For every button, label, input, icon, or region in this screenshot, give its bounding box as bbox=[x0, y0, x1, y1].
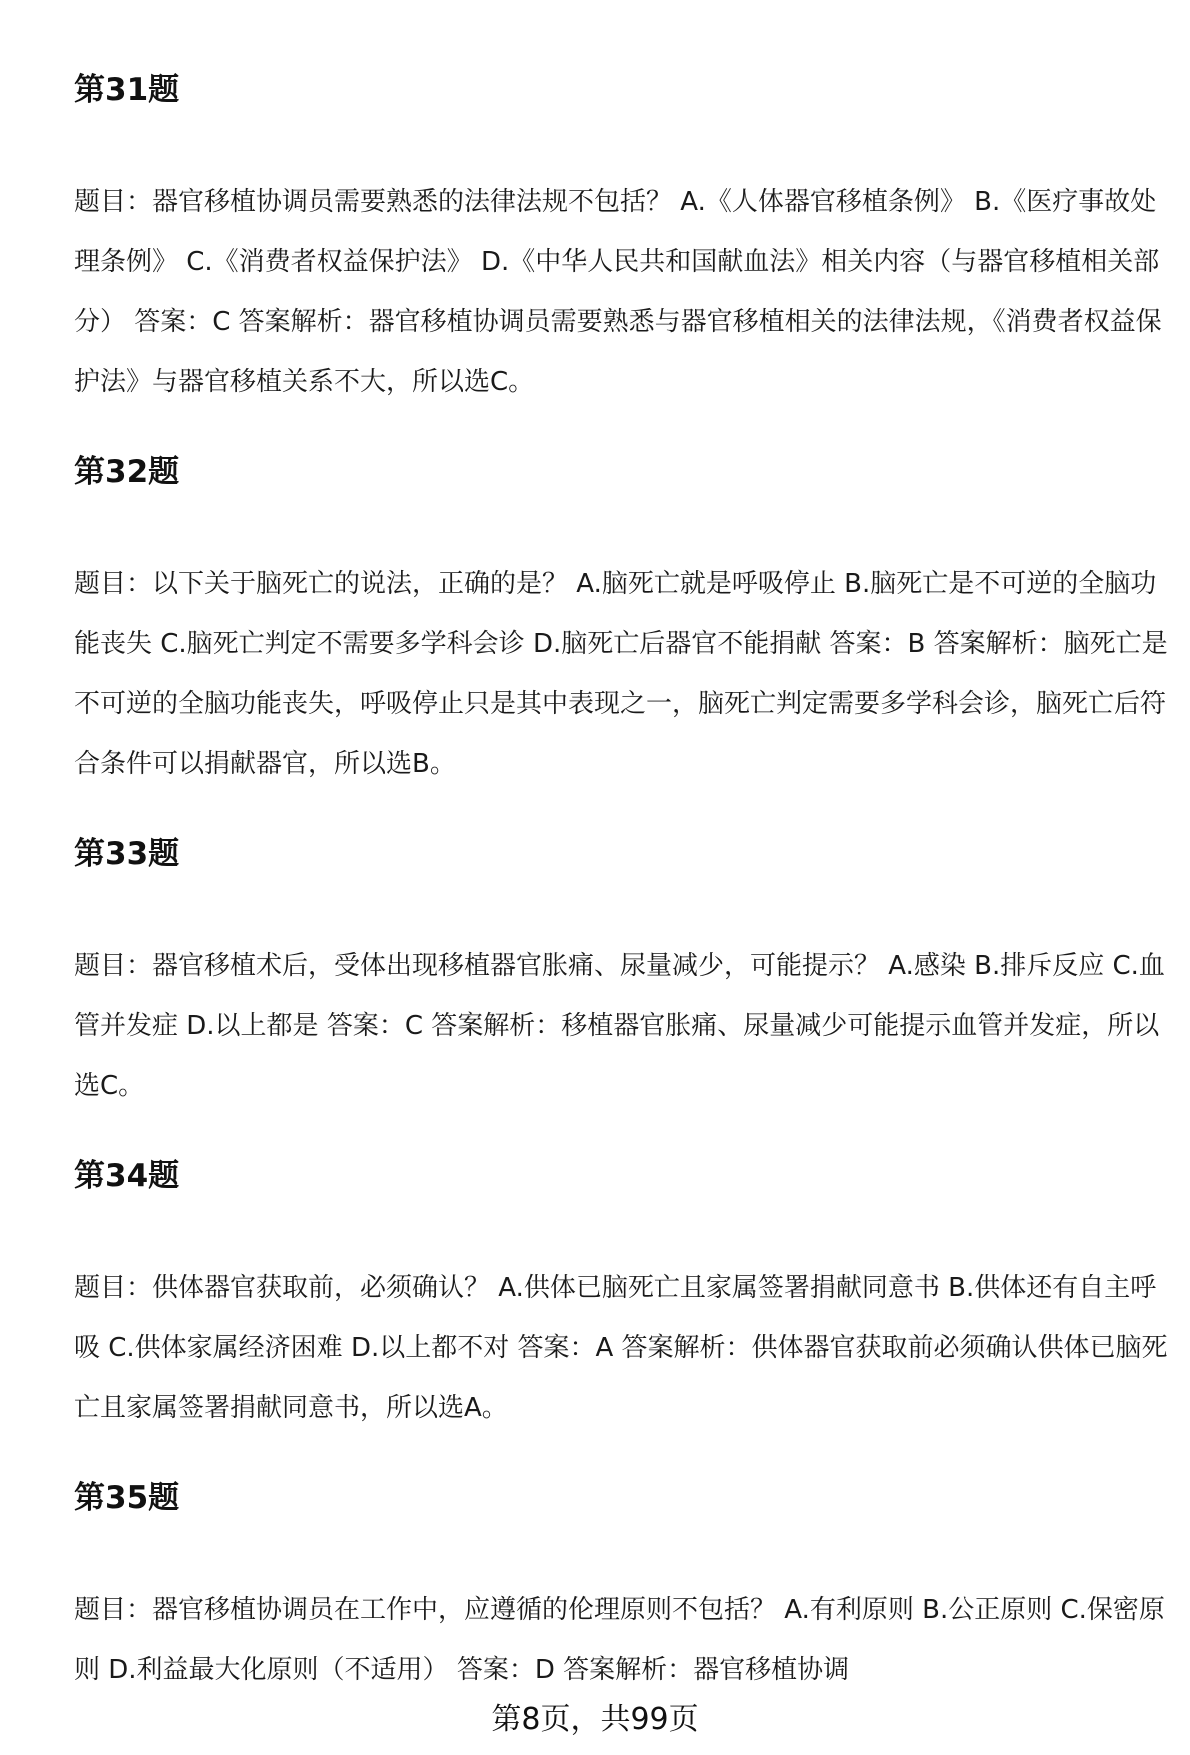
question-body: 题目：器官移植协调员需要熟悉的法律法规不包括？ A.《人体器官移植条例》 B.《医疗事故处理条例》 C.《消费者权益保护法》 D.《中华人民共和国献血法》相关内容（与器官移植相关部分） 答案：C 答案解析：器官移植协调员需要熟悉与器官移植相关的法律法规，《消费者权益保护法》与器官移植关系不大，所以选C。 bbox=[74, 187, 1162, 397]
question-35 bbox=[74, 1478, 1174, 1700]
question-body: 题目：供体器官获取前，必须确认？ A.供体已脑死亡且家属签署捐献同意书 B.供体还有自主呼吸 C.供体家属经济困难 D.以上都不对 答案：A 答案解析：供体器官获取前必须确认供体已脑死亡且家属签署捐献同意书，所以选A。 bbox=[74, 1273, 1168, 1423]
question-heading: 第32题 bbox=[74, 454, 180, 490]
question-32 bbox=[74, 452, 1174, 794]
question-body: 题目：器官移植协调员在工作中，应遵循的伦理原则不包括？ A.有利原则 B.公正原则 C.保密原则 D.利益最大化原则（不适用） 答案：D 答案解析：器官移植协调 bbox=[74, 1595, 1165, 1685]
question-33 bbox=[74, 834, 1174, 1116]
question-body: 题目：以下关于脑死亡的说法，正确的是？ A.脑死亡就是呼吸停止 B.脑死亡是不可逆的全脑功能丧失 C.脑死亡判定不需要多学科会诊 D.脑死亡后器官不能捐献 答案：B 答案解析：脑死亡是不可逆的全脑功能丧失，呼吸停止只是其中表现之一，脑死亡判定需要多学科会诊，脑死亡后符合条件可以捐献器官，所以选B。 bbox=[74, 569, 1168, 779]
page-number-footer: 第8页，共99页 bbox=[491, 1702, 699, 1737]
question-heading: 第33题 bbox=[74, 836, 180, 872]
question-heading: 第35题 bbox=[74, 1480, 180, 1516]
question-34 bbox=[74, 1156, 1174, 1438]
question-31 bbox=[74, 70, 1174, 412]
question-heading: 第34题 bbox=[74, 1158, 180, 1194]
question-heading: 第31题 bbox=[74, 72, 180, 108]
question-body: 题目：器官移植术后，受体出现移植器官胀痛、尿量减少，可能提示？ A.感染 B.排斥反应 C.血管并发症 D.以上都是 答案：C 答案解析：移植器官胀痛、尿量减少可能提示血管并发症，所以选C。 bbox=[74, 951, 1165, 1101]
